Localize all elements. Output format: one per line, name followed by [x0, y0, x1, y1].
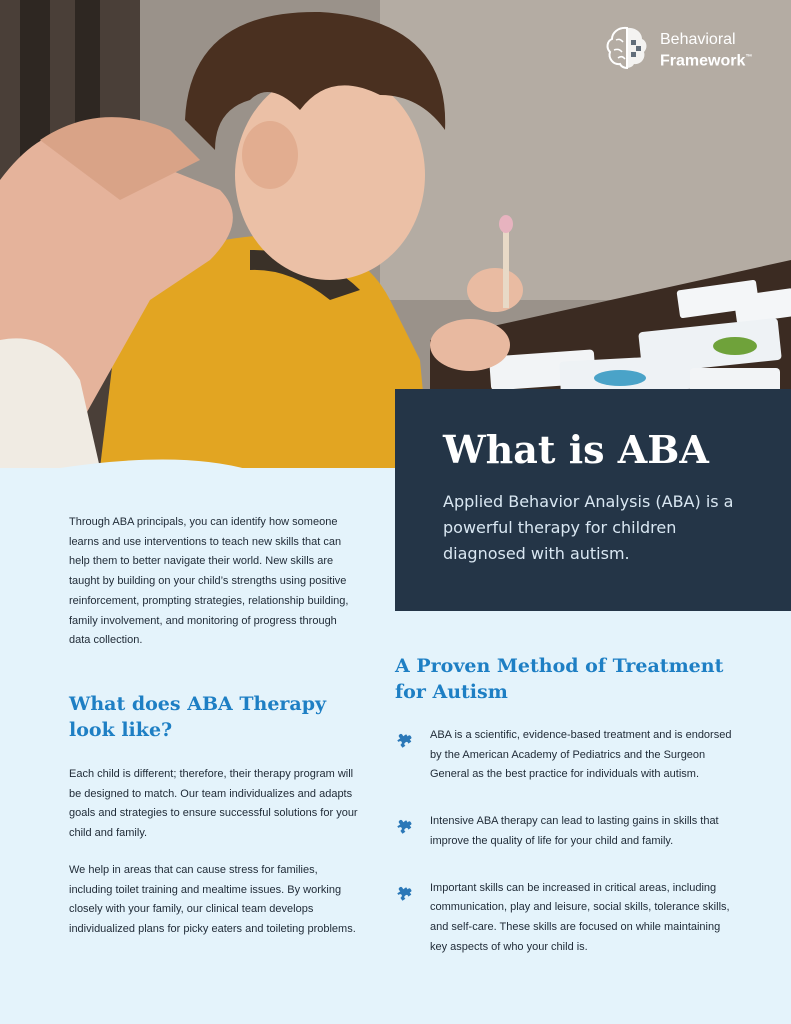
list-item-text: Important skills can be increased in critical areas, including communication, play and leisure, social skills, tolerance skills, and self-care. These skills are focused on while maintaining key aspects of who your child is. — [430, 881, 730, 953]
puzzle-piece-icon — [395, 730, 413, 748]
section-heading-aba-therapy: What does ABA Therapy look like? — [69, 693, 327, 741]
list-item-text: Intensive ABA therapy can lead to lasting gains in skills that improve the quality of life for your child and family. — [430, 815, 719, 847]
hero-title-box — [395, 389, 791, 611]
page-title: What is ABA — [443, 427, 709, 472]
benefits-list — [395, 726, 735, 957]
brain-icon — [604, 24, 650, 70]
brand-name-line2: Framework — [660, 52, 746, 70]
body-paragraph: We help in areas that can cause stress for families, including toilet training and mealtime issues. By working closely with your family, our clinical team develops individualized plans for picky eaters and toileting problems. — [69, 864, 356, 936]
intro-paragraph: Through ABA principals, you can identify how someone learns and use interventions to teach new skills that can help them to better navigate their world. New skills are taught by building on your child’s strengths using positive reinforcement, prompting strategies, relationship building, family involvement, and monitoring of progress through data collection. — [69, 516, 349, 647]
list-item-text: ABA is a scientific, evidence-based treatment and is endorsed by the American Academy of Pediatrics and the Surgeon General as the best practice for individuals with autism. — [430, 729, 732, 781]
puzzle-piece-icon — [395, 816, 413, 834]
list-item — [395, 879, 735, 958]
brand-name-line1: Behavioral — [660, 31, 736, 48]
body-paragraph: Each child is different; therefore, their therapy program will be designed to match. Our team individualizes and adapts goals and strategies to ensure successful solutions for your child and family. — [69, 768, 358, 840]
section-heading-proven-method: A Proven Method of Treatment for Autism — [395, 655, 724, 703]
page-subtitle: Applied Behavior Analysis (ABA) is a powerful therapy for children diagnosed with autism. — [443, 492, 734, 563]
list-item — [395, 726, 735, 785]
list-item — [395, 812, 735, 851]
brand-logo — [604, 24, 774, 76]
trademark-symbol: ™ — [745, 54, 753, 61]
puzzle-piece-icon — [395, 883, 413, 901]
